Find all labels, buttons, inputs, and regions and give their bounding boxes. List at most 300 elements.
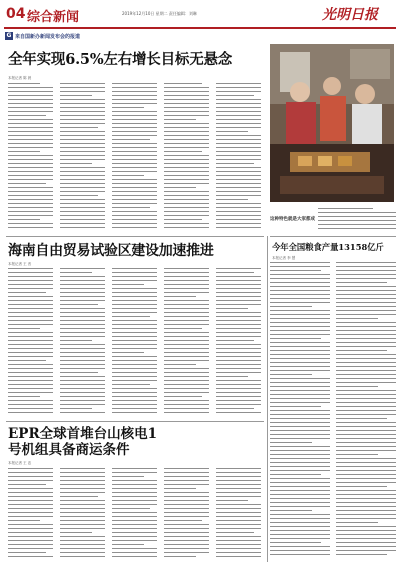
text-line [112, 408, 157, 409]
text-line [60, 340, 92, 341]
a3-col-4 [164, 468, 209, 560]
text-line [270, 530, 330, 531]
text-line [336, 430, 396, 431]
text-line [270, 538, 330, 539]
text-line [336, 310, 396, 311]
text-line [8, 412, 53, 413]
text-line [270, 358, 330, 359]
text-line [216, 211, 261, 212]
text-line [164, 155, 209, 156]
text-line [164, 320, 209, 321]
text-line [216, 280, 261, 281]
text-line [270, 522, 330, 523]
text-line [112, 532, 157, 533]
text-line [112, 380, 157, 381]
text-line [164, 268, 209, 269]
text-line [60, 324, 105, 325]
text-line [8, 131, 53, 132]
text-line [8, 344, 53, 345]
text-line [112, 516, 157, 517]
text-line [216, 540, 261, 541]
text-line [8, 300, 53, 301]
text-line [318, 212, 396, 213]
text-line [60, 364, 105, 365]
a1-col-1 [8, 83, 53, 231]
text-line [164, 360, 209, 361]
text-line [60, 280, 105, 281]
text-line [112, 272, 157, 273]
text-line [60, 536, 105, 537]
text-line [60, 143, 105, 144]
text-line [216, 340, 254, 341]
text-line [336, 538, 396, 539]
text-line [164, 115, 209, 116]
text-line [8, 500, 53, 501]
text-line [216, 356, 261, 357]
text-line [318, 224, 396, 225]
text-line [60, 83, 105, 84]
text-line [112, 320, 157, 321]
text-line [270, 334, 330, 335]
text-line [8, 520, 40, 521]
text-line [216, 504, 261, 505]
text-line [270, 502, 330, 503]
text-line [60, 99, 105, 100]
text-line [112, 155, 157, 156]
text-line [164, 107, 209, 108]
text-line [112, 163, 157, 164]
text-line [336, 482, 396, 483]
text-line [8, 544, 53, 545]
text-line [216, 191, 261, 192]
text-line [270, 454, 330, 455]
text-line [164, 400, 209, 401]
masthead [0, 0, 400, 28]
text-line [270, 482, 330, 483]
text-line [216, 215, 261, 216]
text-line [60, 119, 105, 120]
article-4-byline: 本报记者 李 慧 [272, 256, 296, 260]
text-line [336, 446, 396, 447]
text-line [270, 534, 330, 535]
text-line [112, 332, 157, 333]
a4-top-rule [270, 236, 396, 237]
text-line [112, 352, 144, 353]
text-line [336, 478, 396, 479]
text-line [164, 344, 209, 345]
text-line [164, 135, 209, 136]
text-line [60, 480, 105, 481]
text-line [8, 187, 53, 188]
text-line [112, 544, 144, 545]
article-1-byline: 本报记者 陈 晨 [8, 76, 32, 80]
text-line [164, 492, 209, 493]
text-line [164, 372, 209, 373]
text-line [60, 488, 105, 489]
text-line [112, 115, 157, 116]
text-line [270, 494, 330, 495]
text-line [164, 472, 209, 473]
text-line [164, 336, 209, 337]
text-line [336, 402, 396, 403]
text-line [8, 115, 46, 116]
text-line [216, 492, 261, 493]
a1-col-5 [216, 83, 261, 231]
text-line [164, 544, 209, 545]
text-line [336, 362, 396, 363]
text-line [336, 366, 396, 367]
text-line [60, 544, 105, 545]
text-line [60, 368, 105, 369]
text-line [60, 520, 105, 521]
text-line [164, 111, 209, 112]
text-line [270, 310, 330, 311]
text-line [216, 332, 261, 333]
text-line [318, 228, 396, 229]
text-line [112, 107, 144, 108]
text-line [60, 316, 105, 317]
news-photo [270, 44, 394, 202]
text-line [8, 524, 53, 525]
text-line [112, 540, 157, 541]
text-line [60, 548, 105, 549]
text-line [216, 372, 261, 373]
text-line [216, 480, 261, 481]
a4-col-1 [270, 262, 330, 560]
text-line [60, 540, 105, 541]
text-line [216, 536, 261, 537]
text-line [112, 103, 157, 104]
text-line [8, 304, 53, 305]
text-line [164, 304, 209, 305]
text-line [164, 552, 209, 553]
text-line [8, 496, 53, 497]
text-line [60, 408, 92, 409]
text-line [216, 404, 261, 405]
text-line [336, 326, 396, 327]
text-line [164, 272, 209, 273]
text-line [318, 220, 396, 221]
text-line [336, 274, 396, 275]
text-line [112, 83, 157, 84]
text-line [112, 396, 157, 397]
text-line [216, 135, 261, 136]
a1-col-4 [164, 83, 209, 231]
text-line [8, 332, 53, 333]
text-line [164, 119, 196, 120]
text-line [216, 552, 261, 553]
text-line [60, 516, 105, 517]
text-line [164, 532, 209, 533]
text-line [8, 316, 53, 317]
text-line [336, 266, 396, 267]
text-line [164, 496, 209, 497]
text-line [270, 290, 330, 291]
text-line [60, 91, 105, 92]
text-line [112, 292, 157, 293]
text-line [8, 308, 53, 309]
text-line [8, 536, 53, 537]
text-line [112, 119, 157, 120]
text-line [270, 434, 330, 435]
text-line [164, 392, 209, 393]
text-line [60, 400, 105, 401]
text-line [8, 508, 53, 509]
text-line [270, 306, 312, 307]
text-line [60, 512, 105, 513]
text-line [112, 139, 150, 140]
text-line [336, 278, 396, 279]
a1-col-3 [112, 83, 157, 231]
text-line [216, 516, 261, 517]
text-line [112, 404, 157, 405]
text-line [60, 348, 105, 349]
text-line [8, 143, 53, 144]
text-line [164, 276, 209, 277]
text-line [8, 219, 40, 220]
text-line [270, 398, 330, 399]
text-line [216, 123, 261, 124]
text-line [8, 336, 53, 337]
text-line [60, 468, 105, 469]
text-line [8, 280, 53, 281]
text-line [270, 282, 330, 283]
text-line [112, 356, 157, 357]
text-line [112, 492, 157, 493]
text-line [336, 346, 396, 347]
text-line [112, 187, 157, 188]
text-line [112, 312, 157, 313]
text-line [60, 139, 105, 140]
text-line [336, 294, 396, 295]
text-line [270, 318, 330, 319]
text-line [8, 199, 53, 200]
banner-g-icon: G [6, 32, 12, 39]
text-line [336, 514, 396, 515]
text-line [216, 272, 254, 273]
text-line [8, 480, 53, 481]
text-line [216, 223, 261, 224]
text-line [270, 302, 330, 303]
text-line [164, 300, 209, 301]
text-line [60, 504, 105, 505]
text-line [336, 302, 396, 303]
text-line [8, 119, 53, 120]
text-line [270, 486, 330, 487]
text-line [216, 296, 261, 297]
text-line [216, 388, 261, 389]
text-line [164, 143, 209, 144]
text-line [8, 380, 53, 381]
article-2-byline: 本报记者 王 晋 [8, 262, 32, 266]
text-line [164, 516, 209, 517]
text-line [8, 384, 53, 385]
text-line [336, 330, 396, 331]
text-line [8, 528, 53, 529]
text-line [8, 292, 46, 293]
text-line [164, 388, 209, 389]
text-line [336, 290, 396, 291]
text-line [8, 492, 53, 493]
text-line [270, 514, 330, 515]
text-line [164, 412, 209, 413]
text-line [216, 344, 261, 345]
text-line [8, 472, 53, 473]
topic-banner [5, 32, 95, 40]
text-line [336, 486, 387, 487]
text-line [112, 199, 157, 200]
text-line [112, 548, 157, 549]
article-1-headline: 全年实现6.5%左右增长目标无悬念 [8, 51, 233, 68]
text-line [270, 550, 330, 551]
text-line [270, 278, 330, 279]
text-line [270, 346, 330, 347]
text-line [8, 396, 40, 397]
text-line [216, 496, 261, 497]
text-line [336, 458, 396, 459]
text-line [336, 474, 396, 475]
text-line [8, 376, 53, 377]
text-line [164, 191, 209, 192]
text-line [8, 408, 53, 409]
text-line [164, 384, 209, 385]
text-line [60, 115, 105, 116]
text-line [164, 316, 209, 317]
text-line [8, 179, 53, 180]
text-line [164, 83, 202, 84]
text-line [216, 288, 261, 289]
text-line [112, 300, 157, 301]
text-line [270, 410, 330, 411]
text-line [270, 466, 330, 467]
article-3-headline: EPR全球首堆台山核电1号机组具备商运条件 [8, 426, 158, 458]
text-line [336, 370, 396, 371]
text-line [270, 262, 330, 263]
text-line [164, 512, 209, 513]
text-line [216, 376, 248, 377]
text-line [216, 316, 261, 317]
a2-col-1 [8, 268, 53, 416]
text-line [216, 312, 261, 313]
text-line [112, 384, 150, 385]
text-line [8, 324, 53, 325]
text-line [112, 171, 157, 172]
text-line [216, 131, 248, 132]
text-line [216, 476, 261, 477]
masthead-rule [4, 27, 396, 29]
text-line [8, 468, 53, 469]
text-line [60, 284, 105, 285]
text-line [270, 474, 321, 475]
text-line [270, 342, 330, 343]
text-line [216, 227, 261, 228]
a3-col-2 [60, 468, 105, 560]
text-line [8, 147, 53, 148]
text-line [112, 215, 157, 216]
text-line [112, 203, 157, 204]
a2-col-3 [112, 268, 157, 416]
text-line [112, 219, 157, 220]
text-line [8, 227, 53, 228]
text-line [216, 320, 261, 321]
text-line [60, 360, 105, 361]
text-line [60, 396, 105, 397]
text-line [8, 87, 53, 88]
text-line [216, 508, 261, 509]
text-line [336, 350, 387, 351]
text-line [216, 163, 254, 164]
text-line [112, 99, 157, 100]
text-line [216, 284, 261, 285]
text-line [164, 356, 209, 357]
text-line [60, 384, 105, 385]
text-line [8, 400, 53, 401]
text-line [60, 356, 105, 357]
text-line [112, 368, 157, 369]
text-line [8, 484, 46, 485]
photo-illustration [270, 44, 394, 202]
text-line [112, 95, 157, 96]
text-line [60, 492, 105, 493]
text-line [336, 314, 396, 315]
text-line [60, 159, 105, 160]
text-line [336, 466, 396, 467]
text-line [164, 199, 209, 200]
text-line [60, 472, 105, 473]
text-line [216, 308, 248, 309]
text-line [164, 332, 209, 333]
text-line [336, 450, 396, 451]
text-line [112, 111, 157, 112]
text-line [270, 470, 330, 471]
text-line [336, 534, 396, 535]
text-line [216, 368, 261, 369]
article-2-headline: 海南自由贸易试验区建设加速推进 [8, 243, 214, 259]
text-line [270, 394, 330, 395]
text-line [216, 532, 254, 533]
text-line [60, 167, 105, 168]
text-line [270, 382, 330, 383]
text-line [216, 400, 261, 401]
text-line [216, 512, 261, 513]
text-line [112, 528, 157, 529]
text-line [8, 167, 53, 168]
text-line [60, 191, 105, 192]
article-3-byline: 本报记者 王 忠 [8, 461, 32, 465]
text-line [60, 227, 105, 228]
text-line [164, 324, 209, 325]
text-line [270, 378, 330, 379]
text-line [60, 272, 92, 273]
text-line [164, 404, 209, 405]
text-line [112, 348, 157, 349]
text-line [336, 490, 396, 491]
article-4-body [270, 262, 396, 562]
text-line [112, 127, 157, 128]
text-line [164, 396, 202, 397]
text-line [60, 103, 105, 104]
text-line [270, 374, 312, 375]
text-line [164, 284, 209, 285]
text-line [216, 324, 261, 325]
text-line [318, 208, 373, 209]
text-line [164, 340, 209, 341]
text-line [60, 179, 105, 180]
article-4-headline: 今年全国粮食产量13158亿斤 [272, 242, 384, 252]
text-line [8, 352, 53, 353]
text-line [8, 151, 40, 152]
text-line [164, 147, 209, 148]
